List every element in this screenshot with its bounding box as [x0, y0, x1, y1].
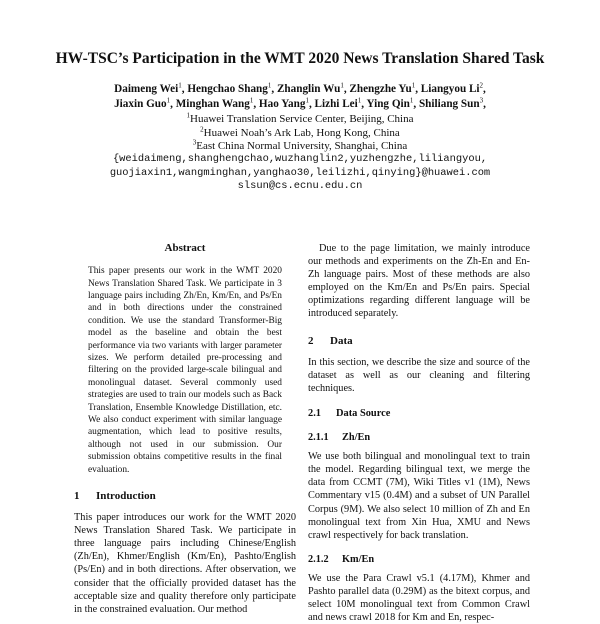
- paper-title: HW-TSC’s Participation in the WMT 2020 News Translation Shared Task: [55, 50, 545, 67]
- author-affiliation-mark: 2: [479, 81, 484, 90]
- author-name: Minghan Wang: [175, 98, 250, 110]
- affiliation-line: [40, 124, 560, 141]
- author-affiliation-mark: 1: [166, 96, 171, 105]
- author-list: Daimeng Wei$^1$, Hengchao Shang$^1$, Zhanglin Wu$^1$, Zhengzhe Yu$^1$, Liangyou Li$^2$, Jiaxin Guo$^1$, Minghan Wang$^1$, Hao Yang$^1$, Lizhi Lei$^1$, Ying Qin$^1$, Shiliang Sun$^3$,: [114, 81, 486, 110]
- introduction-text: This paper introduces our work for the WMT 2020 News Translation Shared Task. We participate in three language pairs including Chinese/English (Zh/En), Khmer/English (Km/En), Pashto/English (Ps/En) and in both directions. After observation, we consider that the officially provided dataset has the acceptable size and quality therefore only participate in the constrained evaluation. Our method: [74, 512, 296, 615]
- affiliation-number: 3: [192, 138, 197, 147]
- author-affiliation-mark: 1: [340, 81, 344, 90]
- affiliation-line: [40, 113, 560, 127]
- author-name: Ying Qin: [366, 98, 410, 110]
- author-name: Shiliang Sun: [418, 98, 480, 110]
- author-name: Zhengzhe Yu: [349, 83, 412, 95]
- km-en-text: We use the Para Crawl v5.1 (4.17M), Khmer and Pashto parallel data (0.29M) as the bitext corpus, and select 10M monolingual text from Common Crawl and news crawl 2018 for Km and En, respec-: [308, 572, 530, 624]
- affiliation-number: 2: [200, 124, 204, 133]
- author-affiliation-mark: 1: [411, 81, 416, 90]
- email-block: [30, 153, 570, 194]
- email-line: guojiaxin1,wangminghan,yanghao30,leilizhi,qinying}@huawei.com: [109, 166, 491, 179]
- subsubsection-title: Km/En: [342, 553, 375, 565]
- subsubsection-heading-zh-en: [308, 431, 530, 444]
- author-affiliation-mark: 1: [249, 96, 254, 105]
- author-name: Daimeng Wei: [114, 83, 179, 95]
- author-affiliation-mark: 1: [305, 96, 309, 105]
- author-affiliation-mark: 1: [409, 96, 414, 105]
- paragraph: Due to the page limitation, we mainly introduce our methods and experiments on the Zh-En and En-Zh language pairs. Most of these methods are also employed on the Km/En and Ps/En pairs. Special optimizations regarding different language will be introduced separately.: [308, 243, 530, 320]
- data-text: In this section, we describe the size and source of the dataset as well as our cleaning and filtering techniques.: [308, 356, 530, 394]
- right-column: [308, 242, 530, 624]
- affiliation-list: [40, 113, 560, 154]
- section-heading-data: [308, 335, 530, 348]
- author-name: Zhanglin Wu: [276, 83, 341, 95]
- author-name: Lizhi Lei: [314, 98, 358, 110]
- subsection-heading-data-source: [308, 407, 530, 420]
- subsubsection-title: Zh/En: [342, 432, 371, 444]
- section-heading-introduction: [74, 490, 296, 503]
- section-title: Introduction: [96, 490, 156, 502]
- section-number: 2: [308, 334, 314, 347]
- author-affiliation-mark: 1: [267, 81, 272, 90]
- author-affiliation-mark: 3: [479, 96, 484, 105]
- left-column: [74, 242, 296, 616]
- email-line: {weidaimeng,shanghengchao,wuzhanglin2,yuzhengzhe,liliangyou,: [112, 153, 488, 165]
- subsection-number: 2.1: [308, 407, 321, 419]
- author-name: Jiaxin Guo: [114, 98, 167, 110]
- section-number: 1: [74, 490, 80, 502]
- author-name: Hao Yang: [258, 98, 306, 110]
- affiliation-text: Huawei Translation Service Center, Beijing, China: [190, 113, 414, 125]
- subsubsection-number: 2.1.1: [308, 432, 329, 444]
- section-title: Data: [330, 334, 353, 347]
- abstract-heading: Abstract: [164, 242, 206, 254]
- affiliation-number: 1: [186, 111, 190, 120]
- email-line: slsun@cs.ecnu.edu.cn: [237, 180, 363, 192]
- affiliation-line: [40, 140, 560, 154]
- author-name: Liangyou Li: [420, 83, 480, 95]
- author-affiliation-mark: 1: [178, 81, 182, 90]
- affiliation-text: East China Normal University, Shanghai, China: [196, 140, 408, 152]
- zh-en-text: We use both bilingual and monolingual text to train the model. Regarding bilingual text, we merge the data from CCMT (7M), Wiki Titles v1 (1M), News Commentary v15 (0.4M) and a subset of UN Parallel Corpus (9M). We also select 10 million of Zh and En monolingual text from Xin Hua, XMU and News crawl respectively for back translation.: [308, 451, 530, 541]
- author-name: Hengchao Shang: [187, 83, 268, 95]
- subsubsection-number: 2.1.2: [308, 553, 329, 565]
- author-affiliation-mark: 1: [357, 96, 362, 105]
- affiliation-text: Huawei Noah’s Ark Lab, Hong Kong, China: [203, 126, 400, 139]
- abstract-text: This paper presents our work in the WMT 2020 News Translation Shared Task. We participate in 3 language pairs including Zh/En, Km/En, and Ps/En and in both directions under the constrained condition. We use the standard Transformer-Big model as the baseline and obtain the best performance via two variants with larger parameter sizes. We perform detailed pre-processing and filtering on the provided large-scale bilingual and monolingual dataset. Several commonly used strategies are used to train our models such as Back Translation, Ensemble Knowledge Distillation, etc. We also conduct experiment with similar language augmentation, which lead to positive results, although not used in our submission. Our submission obtains competitive results in the final evaluation.: [88, 266, 282, 475]
- subsection-title: Data Source: [336, 407, 391, 419]
- subsubsection-heading-km-en: [308, 553, 530, 566]
